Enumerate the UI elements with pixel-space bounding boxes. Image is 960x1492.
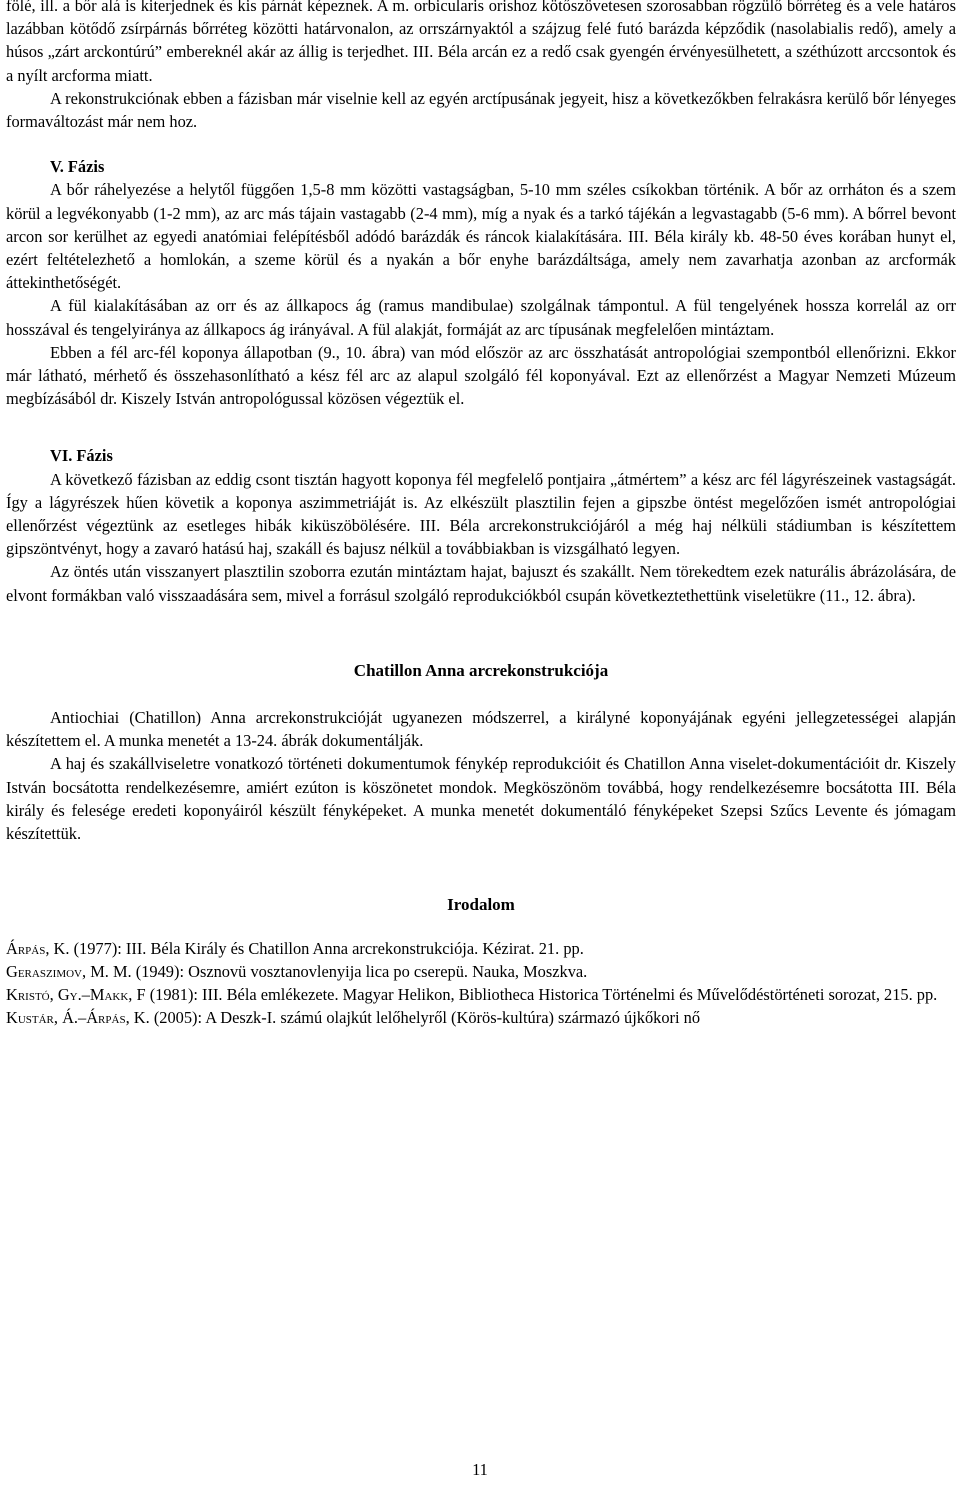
paragraph-anna-reconstruction: Antiochiai (Chatillon) Anna arcrekonstrukcióját ugyanezen módszerrel, a királyné koponyájának egyéni jellegzetességei alapján készítettem el. A munka menetét a 13-24. ábrák dokumentálják.	[6, 708, 956, 751]
paragraph-nasolabialis: fölé, ill. a bőr alá is kiterjednek és kis párnát képeznek. A m. orbicularis orishoz kötőszövetesen szorosabban rögzülő bőrréteg és a vele határos lazábban kötődő zsírpárnás bőrréteg közötti határvonalon, az orrszárnyaktól a szájzug felé futó barázda képződik (nasolabialis redő), amely a húsos „zárt arckontúrú” embereknél akár az állig is terjedhet. III. Béla arcán ez a redő csak gyengén érvényesülhetett, a széthúzott arccsontok és a nyílt arcforma miatt.	[6, 0, 956, 85]
document-page	[6, 0, 956, 1029]
reference-list	[6, 937, 956, 1030]
section-title: Chatillon Anna arcrekonstrukciója	[353, 660, 609, 680]
reference-item: Kristó, Gy.–Makk, F (1981): III. Béla emlékezete. Magyar Helikon, Bibliotheca Historica Történelmi és Művelődéstörténeti sorozat, 215. pp.	[6, 984, 938, 1004]
phase-6-heading: VI. Fázis	[50, 446, 113, 466]
reference-item: Árpás, K. (1977): III. Béla Király és Chatillon Anna arcrekonstrukciója. Kézirat. 21. pp.	[6, 938, 584, 958]
paragraph-soft-tissue-transfer: A következő fázisban az eddig csont tisztán hagyott koponya fél megfelelő pontjaira „átmértem” a kész arc fél lágyrészeinek vastagságát. Így a lágyrészek hűen követik a koponya aszimmetriáját is. Az elkészült plasztilin fejen a gipszbe öntést megelőzően ismét antropológiai ellenőrzést végeztünk az esetleges hibák kiküszöbölésére. III. Béla arcrekonstrukciójáról a még haj nélküli stádiumban is készítettem gipszöntvényt, hogy a zavaró hatású haj, szakáll és bajusz nélkül a továbbiakban is vizsgálható legyen.	[6, 469, 956, 559]
references-title: Irodalom	[447, 895, 515, 915]
phase-5-heading: V. Fázis	[50, 157, 105, 177]
reference-item: Kustár, Á.–Árpás, K. (2005): A Deszk-I. számú olajkút lelőhelyről (Körös-kultúra) származó újkőkori nő	[6, 1008, 701, 1028]
paragraph-ear-modelling: A fül kialakításában az orr és az állkapocs ág (ramus mandibulae) szolgálnak támpontul. A fül tengelyének hossza korrelál az orr hosszával és tengelyiránya az állkapocs ág irányával. A fül alakját, formáját az arc típusának megfelelően mintáztam.	[6, 296, 956, 339]
reference-item: Geraszimov, M. M. (1949): Osznovü vosztanovlenyija lica po cserepü. Nauka, Moszkva.	[6, 961, 588, 981]
paragraph-acknowledgements: A haj és szakállviseletre vonatkozó történeti dokumentumok fénykép reprodukcióit és Chatillon Anna viselet-dokumentációit dr. Kiszely István bocsátotta rendelkezésemre, amiért ezúton is köszönetet mondok. Megköszönöm továbbá, hogy rendelkezésemre bocsátotta III. Béla király és felesége eredeti koponyáiról készült fényképeket. A munka menetét dokumentáló fényképeket Szepsi Szűcs Levente és jómagam készítettük.	[6, 754, 956, 844]
paragraph-reconstruction-phase: A rekonstrukciónak ebben a fázisban már viselnie kell az egyén arctípusának jegyeit, hisz a következőkben felrakásra kerülő bőr lényeges formaváltozást már nem hoz.	[6, 88, 956, 132]
paragraph-anthropological-check: Ebben a fél arc-fél koponya állapotban (9., 10. ábra) van mód először az arc összhatását antropológiai szempontból ellenőrizni. Ekkor már látható, mérhető és összehasonlítható a kész fél arc az alapul szolgáló fél koponyával. Ezt az ellenőrzést a Magyar Nemzeti Múzeum megbízásából dr. Kiszely István antropológussal közösen végeztük el.	[6, 342, 956, 409]
paragraph-skin-placement: A bőr ráhelyezése a helytől függően 1,5-8 mm közötti vastagságban, 5-10 mm széles csíkokban történik. A bőr az orrháton és a szem körül a legvékonyabb (1-2 mm), az arc más tájain vastagabb (2-4 mm), míg a nyak és a tarkó tájékán a legvastagabb (5-6 mm). A bőrrel bevont arcon sor kerülhet az egyedi anatómiai felépítésből adódó barázdák és ráncok kialakítására. III. Béla király kb. 48-50 éves korában hunyt el, ezért feltételezhető a homlokán, a szeme körül és a nyakán a bőr enyhe barázdáltsága, amely nem zavarhatja azonban az arcformák áttekinthetőségét.	[6, 180, 956, 293]
page-number: 11	[472, 1460, 488, 1479]
paragraph-hair-modelling: Az öntés után visszanyert plasztilin szoborra ezután mintáztam hajat, bajuszt és szakállt. Nem törekedtem ezek naturális ábrázolására, de elvont formákban való visszaadására sem, mivel a forrásul szolgáló reprodukciókból csupán következtethettünk viseletükre (11., 12. ábra).	[6, 562, 956, 605]
